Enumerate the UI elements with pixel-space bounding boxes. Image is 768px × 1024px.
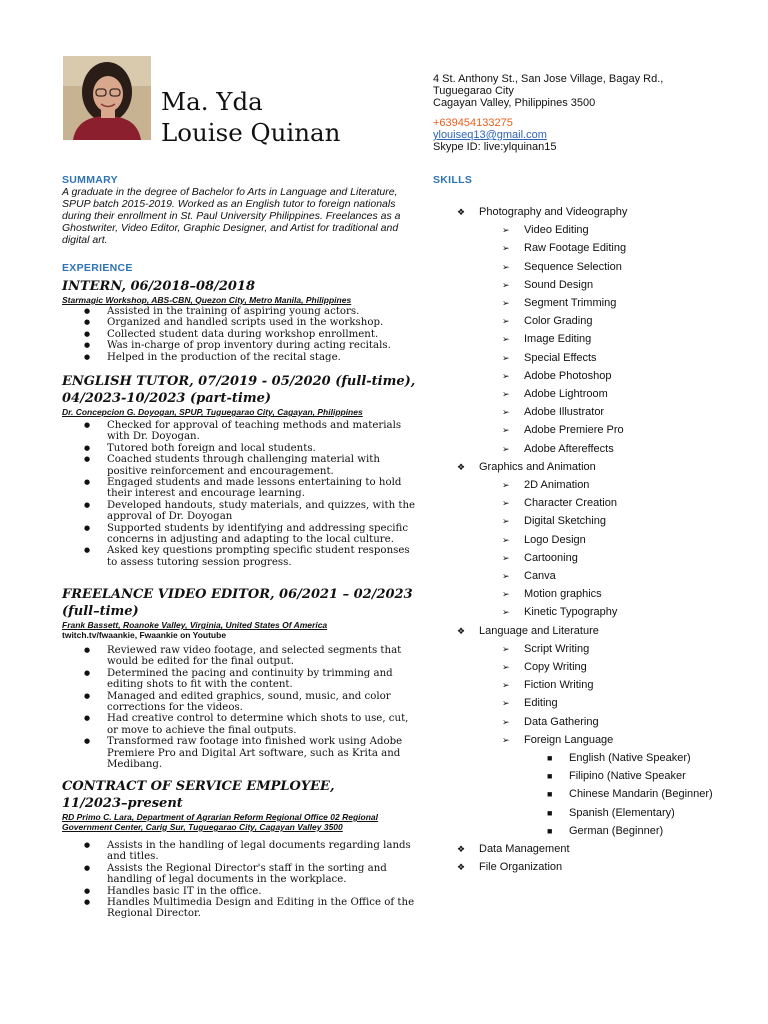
skill-item-label: Digital Sketching <box>524 515 606 528</box>
job-title: INTERN, 06/2018–08/2018 <box>62 279 255 294</box>
skill-item-bullet-icon: ➢ <box>502 716 510 727</box>
experience-heading: EXPERIENCE <box>62 262 133 274</box>
skill-item-bullet-icon: ➢ <box>502 698 510 709</box>
skill-item-label: 2D Animation <box>524 479 590 491</box>
job-organization: RD Primo C. Lara, Department of Agrarian Reform Regional Office 02 Regional Government Center, Carig Sur, Tuguegarao City, Cagayan Valley 3500 <box>62 812 378 832</box>
duty-item: ● Collected student data during workshop enrollment. <box>62 329 422 340</box>
duty-item: ● Engaged students and made lessons entertaining to hold their interest and encourage learning. <box>62 477 422 500</box>
skill-item-bullet-icon: ➢ <box>502 571 510 581</box>
skill-item-label: Motion graphics <box>524 588 602 601</box>
duty-item: ● Coached students through challenging material with positive reinforcement and encouragement. <box>62 454 422 477</box>
skill-item-label: Data Gathering <box>524 715 599 728</box>
skill-item-bullet-icon: ➢ <box>502 225 510 236</box>
skill-category-bullet-icon: ❖ <box>457 862 466 873</box>
language-item-label: English (Native Speaker) <box>569 752 691 764</box>
language-item-label: German (Beginner) <box>569 824 664 837</box>
duty-item: ● Organized and handled scripts used in the workshop. <box>62 317 422 328</box>
skill-category-bullet-icon: ❖ <box>457 844 466 854</box>
duty-item: ● Transformed raw footage into finished work using Adobe Premiere Pro and Digital Art software, such as Krita and Medibang. <box>62 736 422 770</box>
skill-item-bullet-icon: ➢ <box>502 589 510 600</box>
skill-category-label: File Organization <box>479 861 563 874</box>
skill-item-bullet-icon: ➢ <box>502 480 510 490</box>
skill-item-label: Foreign Language <box>524 733 614 746</box>
skype-id: Skype ID: live:ylquinan15 <box>433 141 557 153</box>
duty-item: ● Assisted in the training of aspiring young actors. <box>62 306 422 317</box>
skill-item-label: Adobe Photoshop <box>524 369 612 382</box>
skill-item-label: Editing <box>524 697 558 710</box>
skill-item-label: Canva <box>524 570 556 582</box>
language-item-bullet-icon: ■ <box>547 825 553 836</box>
skill-item-bullet-icon: ➢ <box>502 279 510 290</box>
skill-item-label: Sound Design <box>524 278 594 291</box>
skill-item-label: Raw Footage Editing <box>524 242 627 255</box>
summary-text: A graduate in the degree of Bachelor fo Arts in Language and Literature, SPUP batch 2015-2019. Worked as an English tutor to foreign nationals during their enrollment in St. Paul University Philippines. Freelances as a Ghostwriter, Video Editor, Graphic Designer, and Artist for traditional and digital art. <box>62 186 401 247</box>
name-line-1: Ma. Yda <box>161 87 263 116</box>
skill-item-bullet-icon: ➢ <box>502 662 510 672</box>
skill-item-label: Adobe Lightroom <box>524 388 608 400</box>
skill-item-bullet-icon: ➢ <box>502 261 510 272</box>
skill-item-label: Segment Trimming <box>524 297 617 309</box>
skill-item-bullet-icon: ➢ <box>502 734 510 745</box>
name-line-2: Louise Quinan <box>161 118 341 147</box>
duty-item: ● Developed handouts, study materials, and quizzes, with the approval of Dr. Doyogan <box>62 500 422 523</box>
duty-item: ● Assists the Regional Director's staff in the sorting and handling of legal documents in the workplace. <box>62 863 422 886</box>
language-item-bullet-icon: ■ <box>547 807 553 818</box>
skill-category-label: Graphics and Animation <box>479 460 596 473</box>
skill-item-label: Script Writing <box>524 642 590 655</box>
duty-item: ● Reviewed raw video footage, and selected segments that would be edited for the final output. <box>62 645 422 668</box>
duty-item: ● Determined the pacing and continuity by trimming and editing shots to fit with the content. <box>62 668 422 691</box>
skill-item-bullet-icon: ➢ <box>502 498 510 509</box>
duty-item: ● Handles Multimedia Design and Editing in the Office of the Regional Director. <box>62 897 422 920</box>
skill-item-label: Adobe Premiere Pro <box>524 424 624 437</box>
skill-category-bullet-icon: ❖ <box>457 461 466 472</box>
skill-item-label: Color Grading <box>524 315 593 328</box>
duty-item: ● Had creative control to determine which shots to use, cut, or move to achieve the final outputs. <box>62 713 422 736</box>
skill-item-bullet-icon: ➢ <box>502 552 510 563</box>
skill-item-label: Sequence Selection <box>524 260 622 273</box>
email-link[interactable]: ylouiseq13@gmail.com <box>433 129 547 141</box>
skill-item-bullet-icon: ➢ <box>502 607 510 618</box>
language-item-bullet-icon: ■ <box>547 771 553 782</box>
skill-category-bullet-icon: ❖ <box>457 207 466 217</box>
skill-item-label: Character Creation <box>524 497 617 510</box>
skill-item-bullet-icon: ➢ <box>502 407 510 418</box>
job-title: ENGLISH TUTOR, 07/2019 - 05/2020 (full-time), 04/2023-10/2023 (part-time) <box>62 374 416 406</box>
skill-item-bullet-icon: ➢ <box>502 298 510 308</box>
skill-item-label: Kinetic Typography <box>524 606 618 619</box>
job-channel: twitch.tv/fwaankie, Fwaankie on Youtube <box>62 630 227 640</box>
skill-item-bullet-icon: ➢ <box>502 389 510 399</box>
summary-heading: SUMMARY <box>62 174 118 186</box>
address-line-3: Cagayan Valley, Philippines 3500 <box>433 97 596 109</box>
skill-item-label: Cartooning <box>524 551 578 564</box>
skill-item-label: Logo Design <box>524 533 586 546</box>
duty-item: ● Helped in the production of the recital stage. <box>62 352 422 363</box>
address-line-2: Tuguegarao City <box>433 85 514 97</box>
language-item-label: Filipino (Native Speaker <box>569 770 686 783</box>
skill-item-bullet-icon: ➢ <box>502 680 510 691</box>
phone-number: +639454133275 <box>433 117 513 129</box>
skill-item-label: Adobe Illustrator <box>524 406 605 419</box>
skill-item-label: Copy Writing <box>524 661 587 673</box>
job-organization: Frank Bassett, Roanoke Valley, Virginia, United States Of America <box>62 620 328 630</box>
address-line-1: 4 St. Anthony St., San Jose Village, Bagay Rd., <box>433 73 664 85</box>
job-organization: Dr. Concepcion G. Doyogan, SPUP, Tuguegarao City, Cagayan, Philippines <box>62 407 363 417</box>
skill-category-label: Photography and Videography <box>479 206 628 218</box>
duty-item: ● Tutored both foreign and local students. <box>62 443 422 454</box>
duty-item: ● Checked for approval of teaching methods and materials with Dr. Doyogan. <box>62 420 422 443</box>
language-item-label: Spanish (Elementary) <box>569 806 675 819</box>
skill-item-label: Fiction Writing <box>524 679 594 692</box>
skill-category-label: Data Management <box>479 843 570 855</box>
skill-item-bullet-icon: ➢ <box>502 334 510 345</box>
duty-item: ● Supported students by identifying and addressing specific concerns in adjusting and adapting to the local culture. <box>62 523 422 546</box>
skill-category-label: Language and Literature <box>479 624 599 637</box>
language-item-bullet-icon: ■ <box>547 789 553 800</box>
skill-item-label: Image Editing <box>524 333 592 346</box>
duty-item: ● Handles basic IT in the office. <box>62 886 422 897</box>
skill-item-bullet-icon: ➢ <box>502 516 510 527</box>
job-title: CONTRACT OF SERVICE EMPLOYEE, 11/2023–present <box>62 779 335 811</box>
skill-item-bullet-icon: ➢ <box>502 425 510 436</box>
skill-item-bullet-icon: ➢ <box>502 352 510 363</box>
duty-item: ● Asked key questions prompting specific student responses to assess tutoring session progress. <box>62 545 422 568</box>
skill-item-bullet-icon: ➢ <box>502 443 510 454</box>
skill-item-bullet-icon: ➢ <box>502 534 510 545</box>
duty-item: ● Was in-charge of prop inventory during acting recitals. <box>62 340 422 351</box>
skill-item-label: Special Effects <box>524 351 597 364</box>
skill-item-bullet-icon: ➢ <box>502 316 510 327</box>
skill-item-label: Adobe Aftereffects <box>524 442 614 455</box>
duty-item: ● Assists in the handling of legal documents regarding lands and titles. <box>62 840 422 863</box>
skill-item-bullet-icon: ➢ <box>502 243 510 254</box>
skill-item-bullet-icon: ➢ <box>502 370 510 381</box>
language-item-label: Chinese Mandarin (Beginner) <box>569 788 713 801</box>
job-title: FREELANCE VIDEO EDITOR, 06/2021 – 02/2023 (full–time) <box>62 587 413 619</box>
skills-heading: SKILLS <box>433 174 473 186</box>
language-item-bullet-icon: ■ <box>547 753 553 763</box>
skill-item-bullet-icon: ➢ <box>502 643 510 654</box>
job-organization: Starmagic Workshop, ABS-CBN, Quezon City, Metro Manila, Philippines <box>62 295 352 305</box>
duty-item: ● Managed and edited graphics, sound, music, and color corrections for the videos. <box>62 691 422 714</box>
skill-category-bullet-icon: ❖ <box>457 625 466 636</box>
skill-item-label: Video Editing <box>524 224 589 237</box>
